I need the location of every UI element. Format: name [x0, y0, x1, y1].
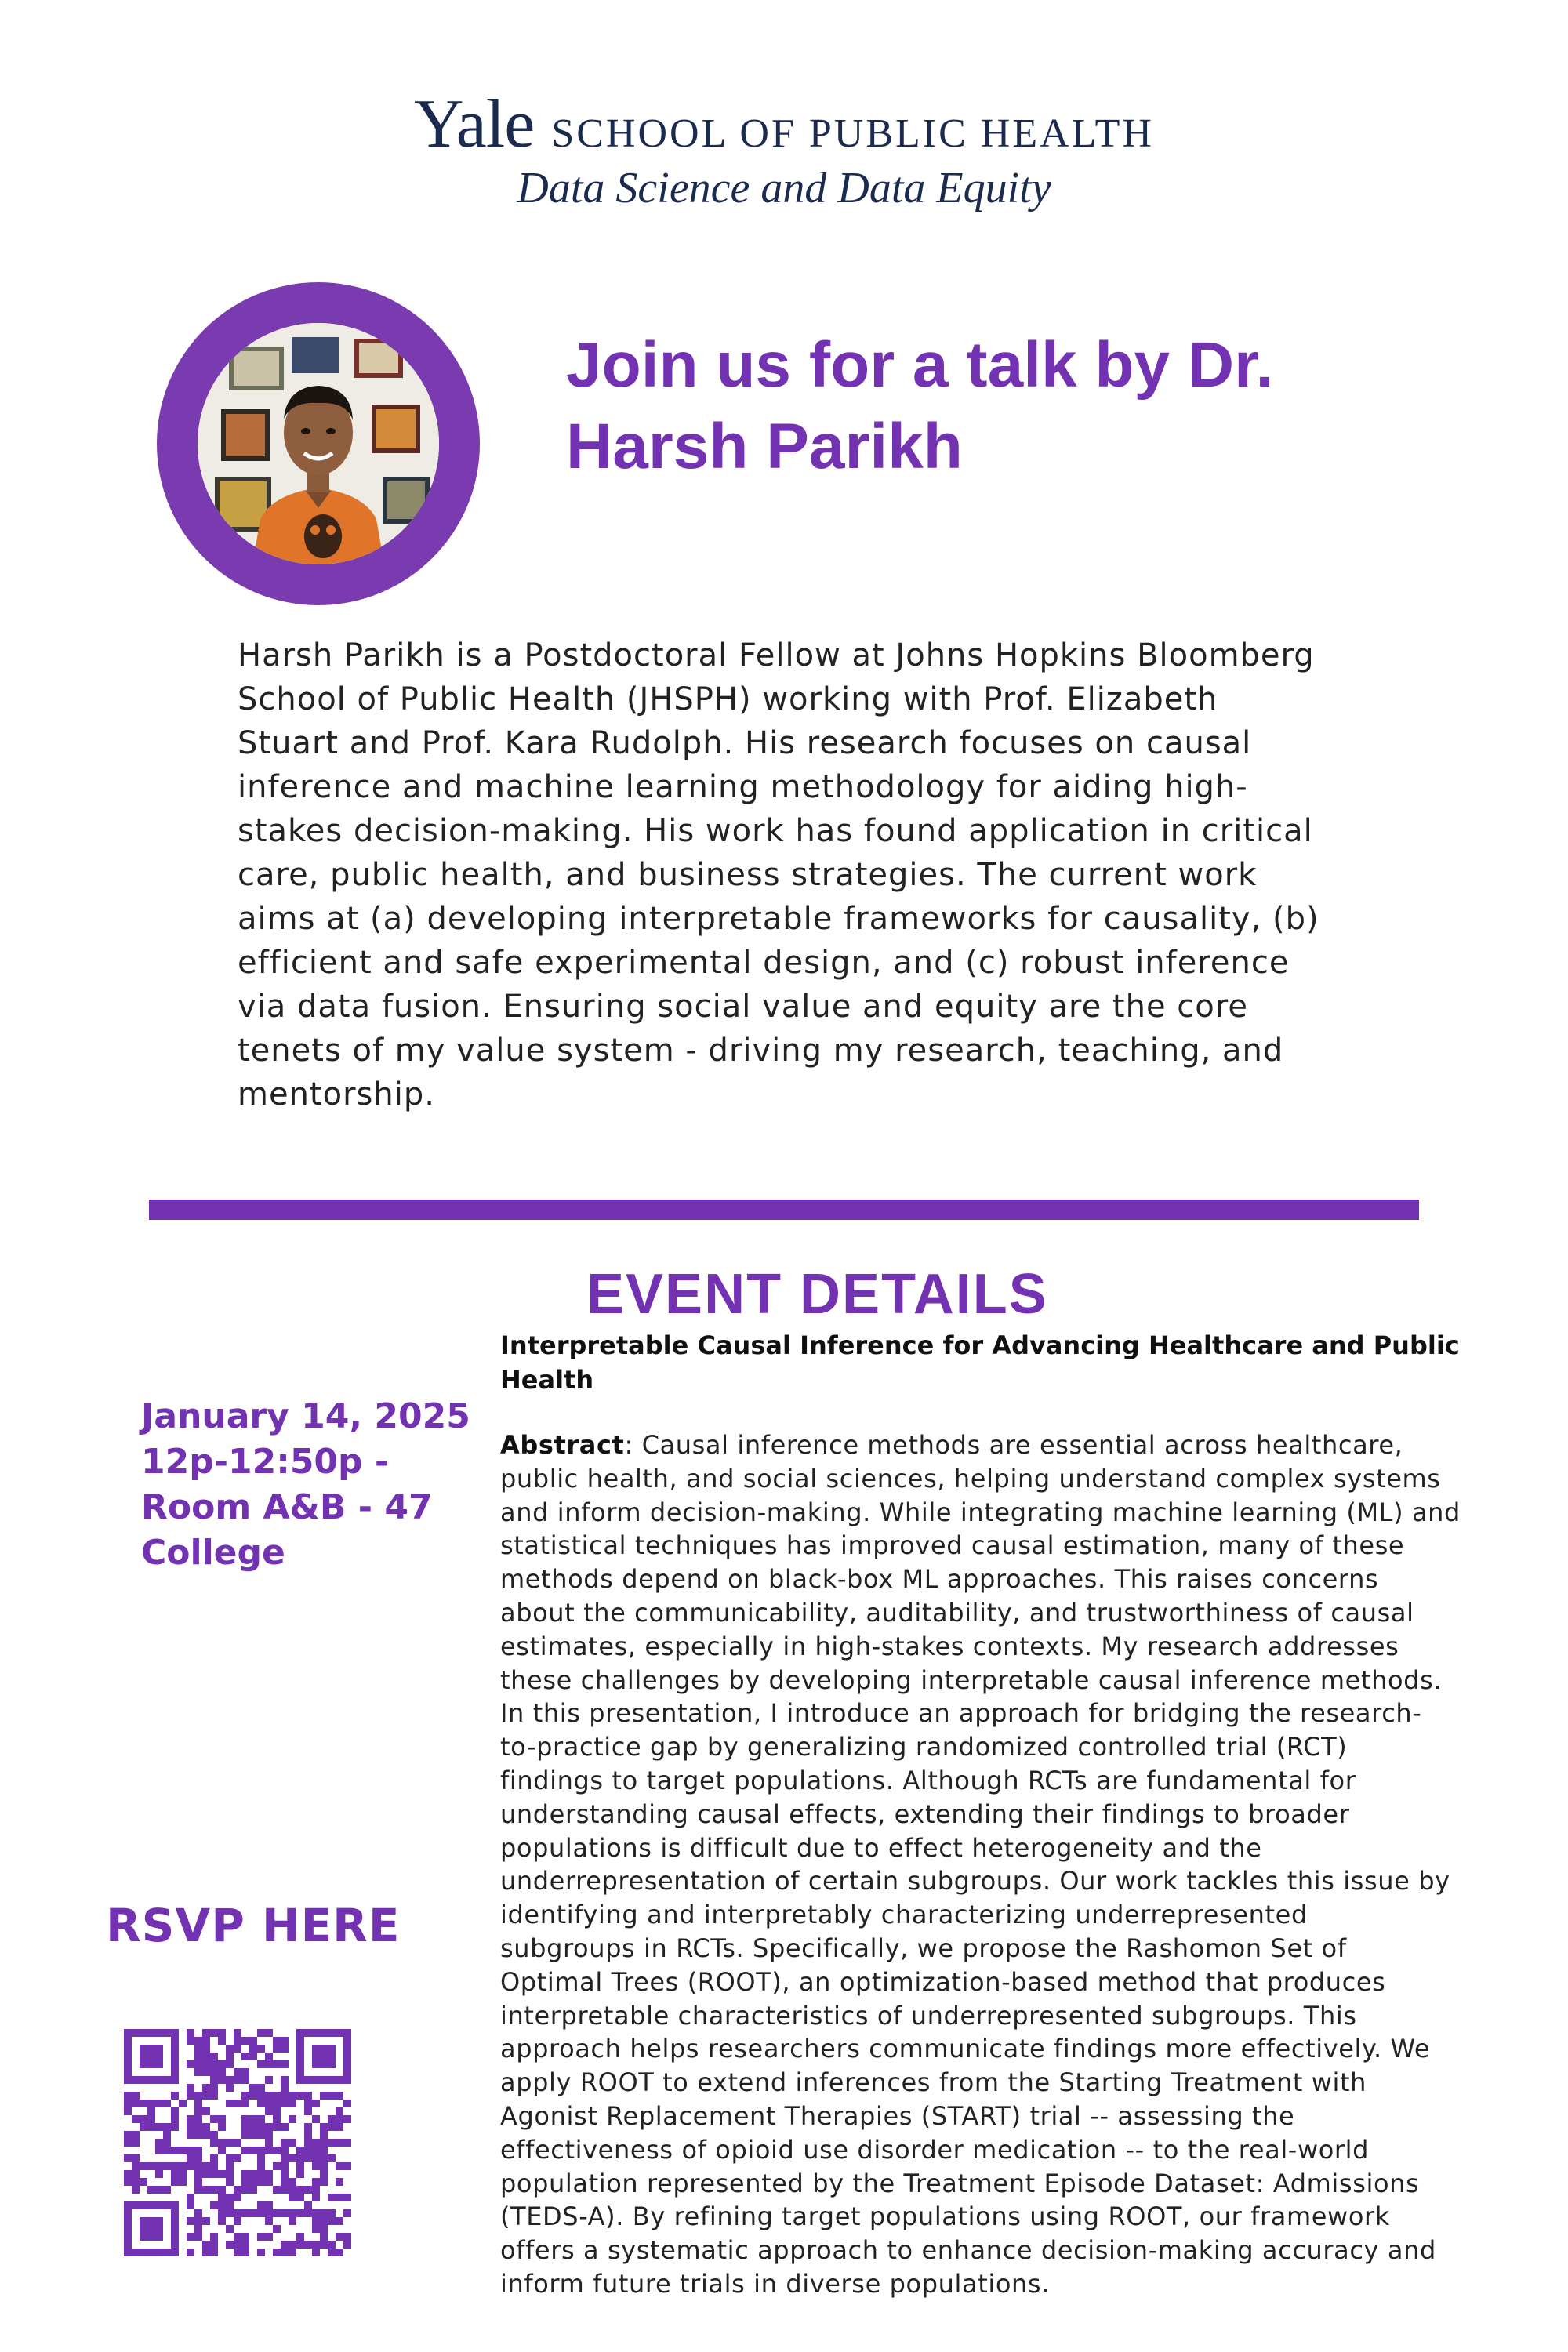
bio-line: care, public health, and business strategies. The current work [238, 857, 1258, 893]
abstract-line: populations is difficult due to effect heterogeneity and the [500, 1832, 1262, 1863]
bio-line: mentorship. [238, 1076, 435, 1112]
logo-school-name: SCHOOL OF PUBLIC HEALTH [551, 111, 1154, 156]
abstract-line: effectiveness of opioid use disorder medication -- to the real-world [500, 2134, 1370, 2165]
event-time: 12p-12:50p - [141, 1442, 390, 1482]
title-line-2: Harsh Parikh [566, 411, 963, 482]
talk-abstract [500, 1428, 1543, 2301]
speaker-photo-frame [157, 282, 480, 605]
abstract-line: apply ROOT to extend inferences from the Starting Treatment with [500, 2067, 1367, 2098]
abstract-line: Agonist Replacement Therapies (START) trial -- assessing the [500, 2100, 1295, 2131]
event-building: College [141, 1533, 285, 1573]
speaker-portrait-image [198, 323, 439, 564]
bio-line: stakes decision-making. His work has found application in critical [238, 813, 1313, 849]
abstract-line: methods depend on black-box ML approaches. This raises concerns [500, 1564, 1379, 1595]
abstract-line: (TEDS-A). By refining target populations using ROOT, our framework [500, 2201, 1390, 2232]
abstract-line: subgroups in RCTs. Specifically, we propose the Rashomon Set of [500, 1933, 1347, 1963]
abstract-line: to-practice gap by generalizing randomized controlled trial (RCT) [500, 1732, 1348, 1762]
department-subtitle: Data Science and Data Equity [517, 164, 1051, 212]
abstract-line: underrepresentation of certain subgroups. Our work tackles this issue by [500, 1866, 1450, 1896]
abstract-line: interpretable characteristics of underrepresented subgroups. This [500, 2000, 1357, 2031]
bio-line: via data fusion. Ensuring social value and equity are the core [238, 989, 1248, 1025]
rsvp-label: RSVP HERE [106, 1899, 401, 1952]
abstract-line: approach helps researchers communicate findings more effectively. We [500, 2034, 1431, 2064]
bio-line: inference and machine learning methodology for aiding high- [238, 769, 1248, 805]
title-line-1: Join us for a talk by Dr. [566, 329, 1274, 401]
bio-line: School of Public Health (JHSPH) working with Prof. Elizabeth [238, 681, 1218, 717]
talk-announcement-title [566, 325, 1468, 488]
bio-line: aims at (a) developing interpretable frameworks for causality, (b) [238, 901, 1319, 937]
abstract-line: these challenges by developing interpretable causal inference methods. [500, 1664, 1443, 1695]
qr-code-icon[interactable] [124, 2029, 351, 2256]
abstract-line: statistical techniques has improved causal estimation, many of these [500, 1530, 1405, 1561]
abstract-line: public health, and social sciences, helping understand complex systems [500, 1463, 1441, 1494]
talk-title-line-1: Interpretable Causal Inference for Advancing Healthcare and Public [500, 1330, 1460, 1360]
abstract-line: inform future trials in diverse populations. [500, 2268, 1050, 2299]
talk-title-line-2: Health [500, 1365, 594, 1395]
school-logo [0, 85, 1568, 164]
abstract-line: Optimal Trees (ROOT), an optimization-based method that produces [500, 1966, 1386, 1997]
bio-line: tenets of my value system - driving my research, teaching, and [238, 1033, 1284, 1069]
abstract-first-line [500, 1428, 1543, 1462]
section-divider [149, 1200, 1419, 1220]
abstract-line: about the communicability, auditability, and trustworthiness of causal [500, 1597, 1414, 1628]
speaker-photo [198, 323, 439, 564]
event-room: Room A&B - 47 [141, 1487, 433, 1527]
rsvp-qr-code[interactable] [124, 2029, 351, 2256]
logo-yale-word: Yale [414, 86, 535, 162]
abstract-line: estimates, especially in high-stakes contexts. My research addresses [500, 1631, 1399, 1661]
abstract-line: understanding causal effects, extending their findings to broader [500, 1798, 1350, 1829]
bio-line: Harsh Parikh is a Postdoctoral Fellow at Johns Hopkins Bloomberg [238, 637, 1315, 673]
abstract-line: offers a systematic approach to enhance decision-making accuracy and [500, 2235, 1436, 2266]
event-info [141, 1394, 486, 1576]
talk-title [500, 1328, 1519, 1397]
abstract-line: : Causal inference methods are essential across healthcare, [624, 1430, 1403, 1460]
bio-line: efficient and safe experimental design, and (c) robust inference [238, 945, 1290, 981]
bio-line: Stuart and Prof. Kara Rudolph. His research focuses on causal [238, 725, 1252, 761]
event-date: January 14, 2025 [141, 1396, 470, 1436]
abstract-line: identifying and interpretably characterizing underrepresented [500, 1900, 1308, 1930]
abstract-line: In this presentation, I introduce an approach for bridging the research- [500, 1698, 1422, 1729]
event-details-heading: EVENT DETAILS [586, 1263, 1048, 1326]
abstract-line: findings to target populations. Although RCTs are fundamental for [500, 1765, 1356, 1795]
abstract-line: population represented by the Treatment Episode Dataset: Admissions [500, 2168, 1420, 2198]
abstract-line: and inform decision-making. While integrating machine learning (ML) and [500, 1497, 1461, 1527]
speaker-bio [238, 633, 1429, 1116]
abstract-label: Abstract [500, 1430, 625, 1460]
